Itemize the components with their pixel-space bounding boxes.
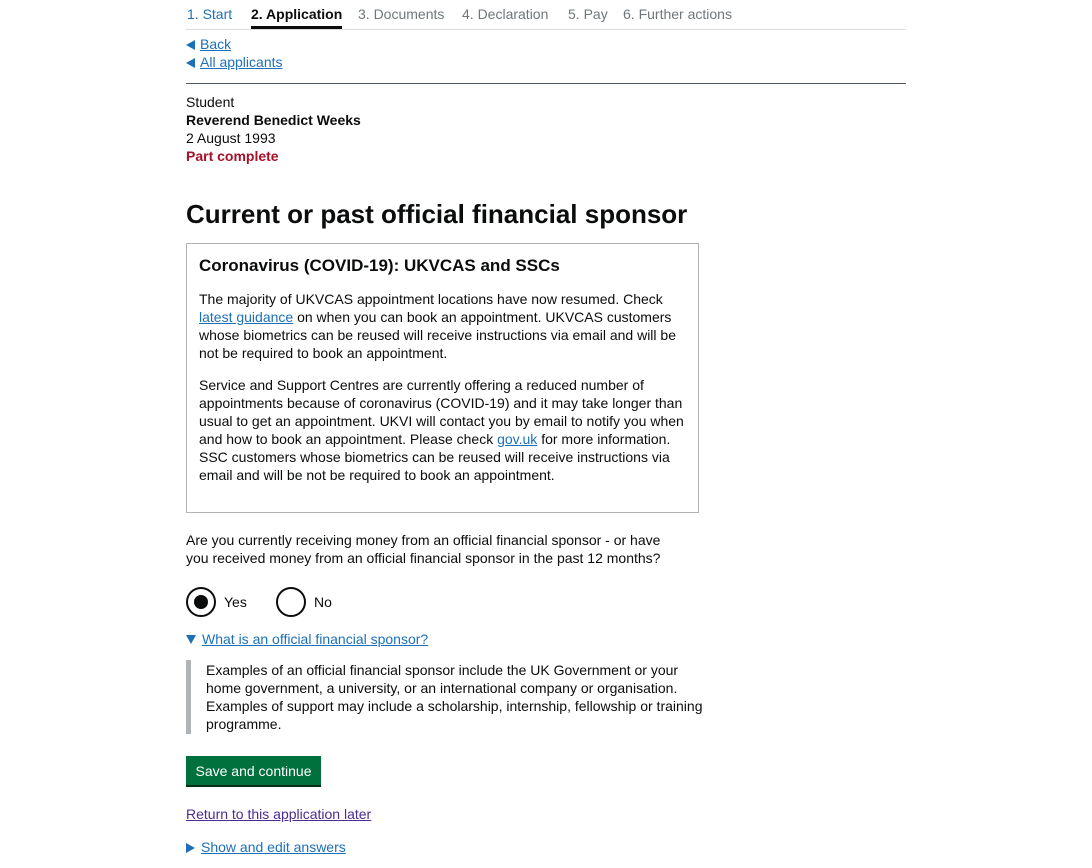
radio-no-circle[interactable] bbox=[276, 587, 306, 617]
notice-paragraph-1 bbox=[199, 290, 686, 362]
triangle-right-icon bbox=[186, 843, 195, 853]
back-link[interactable] bbox=[186, 35, 283, 53]
step-application: 2. Application bbox=[251, 6, 343, 22]
sponsor-question: Are you currently receiving money from an official financial sponsor - or have you received money from an official financial sponsor in the past 12 months? bbox=[186, 532, 661, 566]
step-further-actions: 6. Further actions bbox=[623, 6, 732, 22]
radio-selected-dot bbox=[194, 595, 208, 609]
applicant-dob: 2 August 1993 bbox=[186, 130, 276, 146]
latest-guidance-link[interactable]: latest guidance bbox=[199, 309, 294, 325]
all-applicants-link[interactable] bbox=[186, 53, 283, 71]
back-link-label: Back bbox=[200, 36, 232, 52]
triangle-left-icon bbox=[186, 40, 195, 50]
all-applicants-label: All applicants bbox=[200, 54, 283, 70]
covid-notice bbox=[186, 243, 699, 513]
notice-text: Service and Support Centres are currently offering a reduced number of appointments because of coronavirus (COVID-19) and it may take longer than usual to get an appointment. UKVI will contact you by email to notify you when and how to book an appointment. Please check bbox=[199, 377, 684, 447]
step-start[interactable]: 1. Start bbox=[187, 6, 233, 22]
notice-heading: Coronavirus (COVID-19): UKVCAS and SSCs bbox=[199, 256, 560, 275]
step-declaration: 4. Declaration bbox=[462, 6, 549, 22]
section-divider bbox=[186, 83, 906, 84]
notice-text: The majority of UKVCAS appointment locations have now resumed. Check bbox=[199, 291, 663, 307]
page-title: Current or past official financial sponsor bbox=[186, 199, 688, 229]
applicant-role: Student bbox=[186, 94, 235, 110]
page-container bbox=[186, 0, 906, 855]
details-content: Examples of an official financial sponsor include the UK Government or your home government, a university, or an international company or organisation. Examples of support may include a scholarship, internship, fellowship or training programme. bbox=[186, 660, 706, 734]
notice-text: for more information. SSC customers whose biometrics can be reused will receive instructions via email and will be not be required to book an appointment. bbox=[199, 431, 671, 483]
step-documents: 3. Documents bbox=[358, 6, 445, 22]
triangle-left-icon bbox=[186, 58, 195, 68]
notice-text: on when you can book an appointment. UKVCAS customers whose biometrics can be reused will receive instructions via email and will be not be required to book an appointment. bbox=[199, 309, 676, 361]
applicant-name: Reverend Benedict Weeks bbox=[186, 112, 361, 128]
progress-steps bbox=[186, 0, 906, 30]
show-edit-answers-link[interactable]: Show and edit answers bbox=[201, 839, 346, 855]
radio-yes[interactable] bbox=[186, 587, 247, 617]
radio-no-label: No bbox=[314, 594, 332, 610]
application-status: Part complete bbox=[186, 148, 279, 164]
gov-uk-link[interactable]: gov.uk bbox=[497, 431, 538, 447]
details-summary[interactable] bbox=[186, 631, 428, 647]
applicant-summary bbox=[186, 93, 361, 165]
radio-yes-circle[interactable] bbox=[186, 587, 216, 617]
triangle-down-icon bbox=[186, 635, 196, 644]
back-links bbox=[186, 35, 283, 71]
radio-no[interactable] bbox=[276, 587, 332, 617]
return-later-link[interactable]: Return to this application later bbox=[186, 806, 372, 822]
step-pay: 5. Pay bbox=[568, 6, 608, 22]
details-summary-link[interactable]: What is an official financial sponsor? bbox=[202, 631, 429, 647]
radio-yes-label: Yes bbox=[224, 594, 247, 610]
save-and-continue-button[interactable]: Save and continue bbox=[186, 756, 321, 785]
notice-paragraph-2 bbox=[199, 376, 686, 484]
show-edit-answers[interactable] bbox=[186, 839, 346, 855]
